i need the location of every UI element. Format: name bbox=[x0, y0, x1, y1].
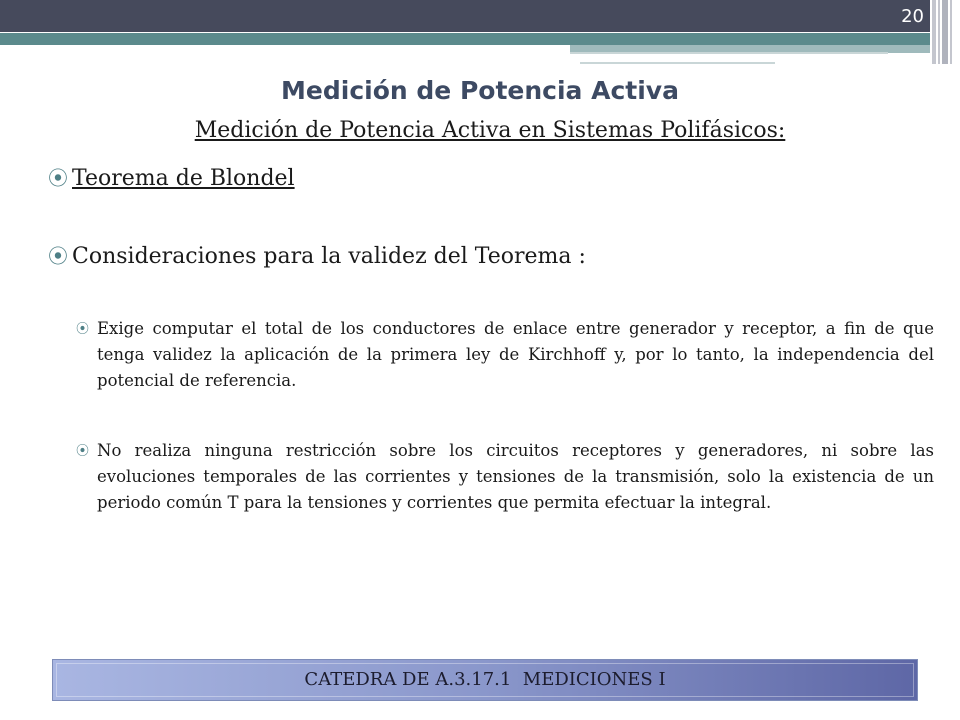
header-bar bbox=[0, 0, 930, 32]
page-number: 20 bbox=[901, 6, 924, 27]
sub-bullet-text: Exige computar el total de los conductores de enlace entre generador y receptor, a fin de que tenga validez la aplicación de la primera ley de Kirchhoff y, por lo tanto, la independencia del potencial de referencia. bbox=[97, 319, 934, 390]
header-accent-line bbox=[570, 52, 888, 54]
header-side-stripe bbox=[950, 0, 952, 64]
footer-text: CATEDRA DE A.3.17.1 MEDICIONES I bbox=[304, 669, 666, 690]
bullet-item bbox=[48, 240, 908, 269]
header-accent-line bbox=[580, 62, 775, 64]
header-accent-bar bbox=[0, 33, 930, 45]
bullet-item bbox=[48, 162, 908, 191]
header-side-stripe bbox=[932, 0, 936, 64]
circled-dot-bullet-icon: ⦿ bbox=[48, 244, 68, 268]
bullet-text: Consideraciones para la validez del Teorema : bbox=[72, 244, 586, 269]
slide-subtitle: Medición de Potencia Activa en Sistemas Polifásicos: bbox=[194, 118, 786, 143]
header-side-stripe bbox=[942, 0, 948, 64]
footer-banner bbox=[52, 659, 918, 701]
sub-bullet-item bbox=[76, 438, 934, 516]
circled-dot-bullet-icon: ⦿ bbox=[76, 322, 90, 337]
bullet-text: Teorema de Blondel bbox=[72, 166, 295, 191]
header-side-stripe bbox=[938, 0, 940, 64]
slide-title: Medición de Potencia Activa bbox=[281, 76, 679, 105]
circled-dot-bullet-icon: ⦿ bbox=[76, 444, 90, 459]
sub-bullet-item bbox=[76, 316, 934, 394]
sub-bullet-text: No realiza ninguna restricción sobre los circuitos receptores y generadores, ni sobre las evoluciones temporales de las corrientes y tensiones de la transmisión, solo la existencia de un periodo común T para la tensiones y corrientes que permita efectuar la integral. bbox=[97, 441, 934, 512]
circled-dot-bullet-icon: ⦿ bbox=[48, 166, 68, 190]
